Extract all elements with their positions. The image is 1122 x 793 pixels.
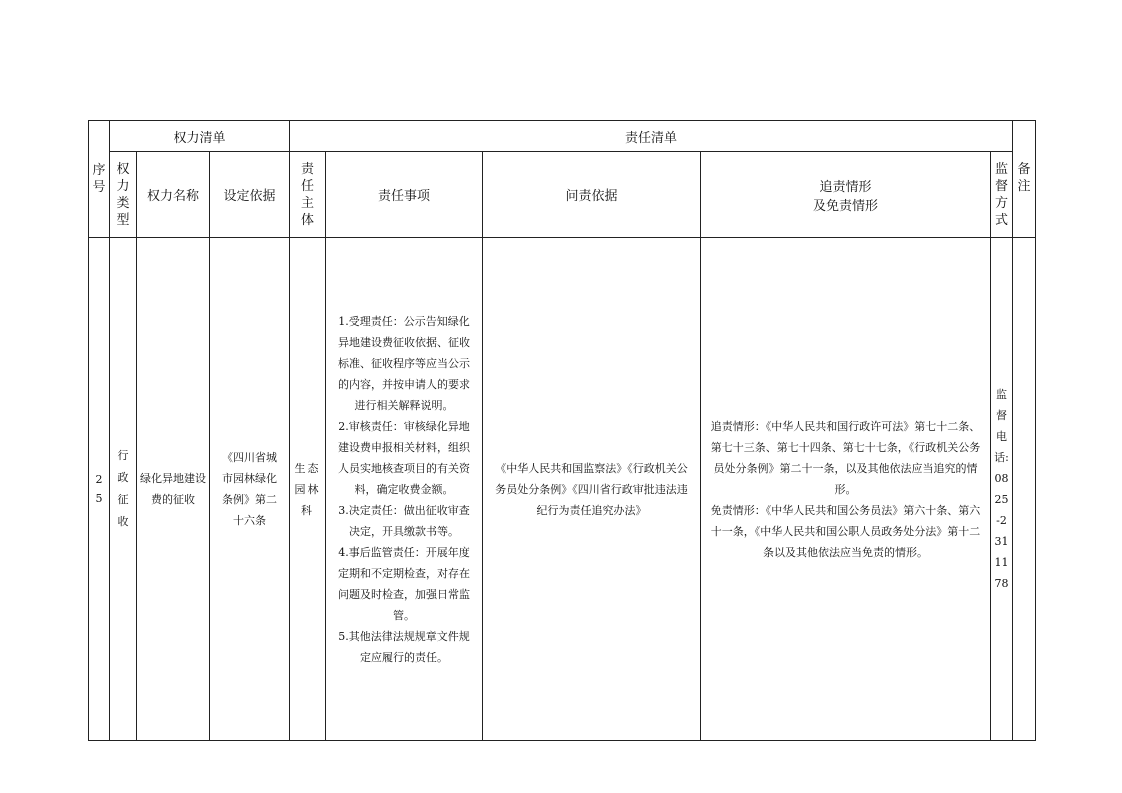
table-row — [89, 238, 1036, 741]
subject-header-label: 责任主体 — [300, 161, 314, 228]
supervision-header-label: 监督方式 — [995, 161, 1009, 228]
responsibility-list-header: 责任清单 — [290, 121, 1013, 152]
row-power-type-value: 行政征收 — [117, 449, 129, 528]
power-list-header: 权力清单 — [110, 121, 290, 152]
matters-header: 责任事项 — [326, 152, 483, 238]
remarks-header-label: 备注 — [1017, 162, 1031, 194]
basis-header: 设定依据 — [210, 152, 290, 238]
pursue-header — [701, 152, 991, 238]
power-name-header: 权力名称 — [137, 152, 210, 238]
pursue-header-line1: 追责情形 — [819, 179, 872, 195]
row-supervision-value: 监督电话:0825-2311178 — [994, 388, 1009, 590]
row-power-type — [110, 238, 137, 741]
row-remarks — [1013, 238, 1036, 741]
row-seq — [89, 238, 110, 741]
row-pursue: 追责情形：《中华人民共和国行政许可法》第七十二条、第七十三条、第七十四条、第七十七条，《行政机关公务员处分条例》第二十一条，以及其他依法应当追究的情形。 免责情形：《中华人民共和国公务员法》第六十条、第六十一条，《中华人民共和国公职人员政务处分法》第十二条以及其他依法应当免责的情形。 — [701, 238, 991, 741]
accountability-header: 问责依据 — [483, 152, 701, 238]
row-accountability: 《中华人民共和国监察法》《行政机关公务员处分条例》《四川省行政审批违法违纪行为责任追究办法》 — [483, 238, 701, 741]
seq-header — [89, 121, 110, 238]
power-type-header — [110, 152, 137, 238]
header-row-sub — [89, 152, 1036, 238]
row-seq-value: 25 — [95, 473, 103, 505]
row-basis: 《四川省城市园林绿化条例》第二十六条 — [210, 238, 290, 741]
pursue-header-line2: 及免责情形 — [812, 198, 878, 214]
row-supervision — [991, 238, 1013, 741]
row-matters: 1.受理责任：公示告知绿化异地建设费征收依据、征收标准、征收程序等应当公示的内容，并按申请人的要求进行相关解释说明。 2.审核责任：审核绿化异地建设费申报相关材料，组织人员实地核查项目的有关资料，确定收费金额。 3.决定责任：做出征收审查决定，开具缴款书等。 4.事后监管责任：开展年度定期和不定期检查，对存在问题及时检查，加强日常监管。 5.其他法律法规规章文件规定应履行的责任。 — [326, 238, 483, 741]
remarks-header — [1013, 121, 1036, 238]
subject-header — [290, 152, 326, 238]
header-row-top — [89, 121, 1036, 152]
seq-header-label: 序号 — [92, 163, 106, 195]
row-power-name: 绿化异地建设费的征收 — [137, 238, 210, 741]
power-responsibility-table — [88, 120, 1036, 741]
supervision-header — [991, 152, 1013, 238]
power-type-header-label: 权力类型 — [116, 161, 130, 228]
row-subject: 生态园林科 — [290, 238, 326, 741]
